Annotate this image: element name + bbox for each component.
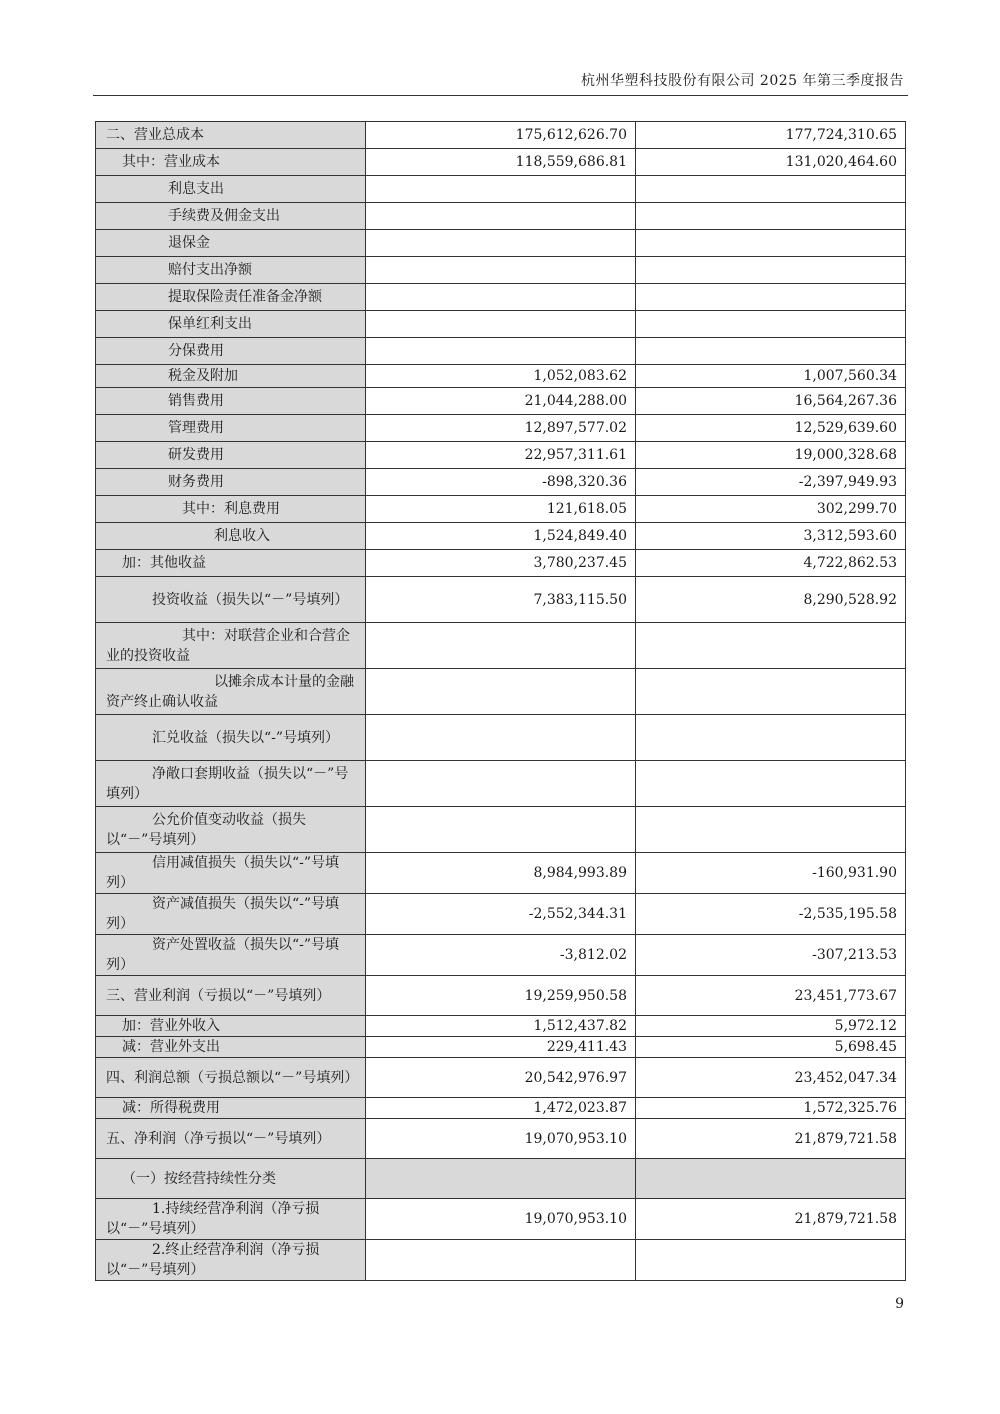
table-row <box>96 149 906 176</box>
table-row <box>96 1199 906 1240</box>
prior-period-value: 23,451,773.67 <box>636 976 906 1016</box>
prior-period-value: -2,535,195.58 <box>636 894 906 935</box>
current-period-value <box>366 669 636 715</box>
prior-period-value <box>636 669 906 715</box>
table-row <box>96 807 906 853</box>
table-row <box>96 853 906 894</box>
table-row <box>96 1016 906 1037</box>
table-row <box>96 550 906 577</box>
current-period-value: 1,512,437.82 <box>366 1016 636 1037</box>
table-row <box>96 469 906 496</box>
row-label: 信用减值损失（损失以“-”号填列） <box>96 853 366 894</box>
row-label: 其中：利息费用 <box>96 496 366 523</box>
prior-period-value: 1,572,325.76 <box>636 1098 906 1119</box>
row-label: 资产处置收益（损失以“-”号填列） <box>96 935 366 976</box>
row-label: 管理费用 <box>96 415 366 442</box>
row-label: 三、营业利润（亏损以“－”号填列） <box>96 976 366 1016</box>
row-label: 净敞口套期收益（损失以“－”号填列） <box>96 761 366 807</box>
table-row <box>96 311 906 338</box>
current-period-value: 175,612,626.70 <box>366 122 636 149</box>
current-period-value: 7,383,115.50 <box>366 577 636 623</box>
table-row <box>96 935 906 976</box>
current-period-value <box>366 715 636 761</box>
prior-period-value <box>636 761 906 807</box>
table-row <box>96 176 906 203</box>
table-row <box>96 1058 906 1098</box>
table-row <box>96 894 906 935</box>
row-label: 分保费用 <box>96 338 366 365</box>
current-period-value: 21,044,288.00 <box>366 388 636 415</box>
table-row <box>96 442 906 469</box>
current-period-value: -898,320.36 <box>366 469 636 496</box>
row-label: 税金及附加 <box>96 365 366 388</box>
current-period-value <box>366 257 636 284</box>
table-row <box>96 122 906 149</box>
table-row <box>96 388 906 415</box>
current-period-value: 118,559,686.81 <box>366 149 636 176</box>
table-row <box>96 415 906 442</box>
current-period-value <box>366 623 636 669</box>
current-period-value <box>366 1159 636 1199</box>
table-row <box>96 577 906 623</box>
income-statement-table <box>95 121 906 1281</box>
prior-period-value: 5,698.45 <box>636 1037 906 1058</box>
row-label: 减：营业外支出 <box>96 1037 366 1058</box>
current-period-value: 121,618.05 <box>366 496 636 523</box>
row-label: 以摊余成本计量的金融资产终止确认收益 <box>96 669 366 715</box>
current-period-value: 19,259,950.58 <box>366 976 636 1016</box>
prior-period-value: 23,452,047.34 <box>636 1058 906 1098</box>
current-period-value: 229,411.43 <box>366 1037 636 1058</box>
prior-period-value: -160,931.90 <box>636 853 906 894</box>
prior-period-value: 4,722,862.53 <box>636 550 906 577</box>
prior-period-value: 8,290,528.92 <box>636 577 906 623</box>
row-label: 利息收入 <box>96 523 366 550</box>
current-period-value: 19,070,953.10 <box>366 1119 636 1159</box>
row-label: 四、利润总额（亏损总额以“－”号填列） <box>96 1058 366 1098</box>
prior-period-value <box>636 311 906 338</box>
row-label: 减：所得税费用 <box>96 1098 366 1119</box>
row-label: 五、净利润（净亏损以“－”号填列） <box>96 1119 366 1159</box>
prior-period-value: 19,000,328.68 <box>636 442 906 469</box>
prior-period-value: 21,879,721.58 <box>636 1199 906 1240</box>
prior-period-value: 21,879,721.58 <box>636 1119 906 1159</box>
table-row <box>96 257 906 284</box>
current-period-value <box>366 284 636 311</box>
row-label: 手续费及佣金支出 <box>96 203 366 230</box>
prior-period-value <box>636 230 906 257</box>
current-period-value: 22,957,311.61 <box>366 442 636 469</box>
header-divider <box>93 95 908 96</box>
prior-period-value <box>636 715 906 761</box>
prior-period-value <box>636 203 906 230</box>
current-period-value <box>366 176 636 203</box>
current-period-value <box>366 311 636 338</box>
table-row <box>96 365 906 388</box>
current-period-value: 20,542,976.97 <box>366 1058 636 1098</box>
current-period-value: 19,070,953.10 <box>366 1199 636 1240</box>
current-period-value: 1,472,023.87 <box>366 1098 636 1119</box>
row-label: 投资收益（损失以“－”号填列） <box>96 577 366 623</box>
prior-period-value <box>636 338 906 365</box>
report-header-title: 杭州华塑科技股份有限公司 2025 年第三季度报告 <box>580 73 904 89</box>
table-row <box>96 1098 906 1119</box>
prior-period-value <box>636 623 906 669</box>
table-row <box>96 623 906 669</box>
row-label: 其中：营业成本 <box>96 149 366 176</box>
row-label: 赔付支出净额 <box>96 257 366 284</box>
current-period-value: 1,052,083.62 <box>366 365 636 388</box>
table-row <box>96 523 906 550</box>
current-period-value: -3,812.02 <box>366 935 636 976</box>
row-label: 保单红利支出 <box>96 311 366 338</box>
current-period-value <box>366 230 636 257</box>
prior-period-value <box>636 257 906 284</box>
current-period-value: 12,897,577.02 <box>366 415 636 442</box>
prior-period-value <box>636 176 906 203</box>
table-row <box>96 1240 906 1281</box>
row-label: 2.终止经营净利润（净亏损以“－”号填列） <box>96 1240 366 1281</box>
row-label: 提取保险责任准备金净额 <box>96 284 366 311</box>
table-row <box>96 1037 906 1058</box>
table-row <box>96 1159 906 1199</box>
table-row <box>96 284 906 311</box>
row-label: 利息支出 <box>96 176 366 203</box>
prior-period-value: 131,020,464.60 <box>636 149 906 176</box>
prior-period-value: -307,213.53 <box>636 935 906 976</box>
prior-period-value <box>636 1240 906 1281</box>
current-period-value: 8,984,993.89 <box>366 853 636 894</box>
table-row <box>96 338 906 365</box>
prior-period-value: 302,299.70 <box>636 496 906 523</box>
current-period-value: 3,780,237.45 <box>366 550 636 577</box>
current-period-value: 1,524,849.40 <box>366 523 636 550</box>
table-row <box>96 496 906 523</box>
table-row <box>96 230 906 257</box>
current-period-value: -2,552,344.31 <box>366 894 636 935</box>
prior-period-value <box>636 807 906 853</box>
prior-period-value: 12,529,639.60 <box>636 415 906 442</box>
current-period-value <box>366 1240 636 1281</box>
prior-period-value <box>636 284 906 311</box>
current-period-value <box>366 203 636 230</box>
row-label: 加：营业外收入 <box>96 1016 366 1037</box>
table-row <box>96 761 906 807</box>
table-row <box>96 976 906 1016</box>
row-label: 二、营业总成本 <box>96 122 366 149</box>
prior-period-value: 16,564,267.36 <box>636 388 906 415</box>
row-label: 退保金 <box>96 230 366 257</box>
row-label: 汇兑收益（损失以“-”号填列） <box>96 715 366 761</box>
row-label: （一）按经营持续性分类 <box>96 1159 366 1199</box>
table-row <box>96 203 906 230</box>
row-label: 财务费用 <box>96 469 366 496</box>
row-label: 其中：对联营企业和合营企业的投资收益 <box>96 623 366 669</box>
current-period-value <box>366 761 636 807</box>
prior-period-value <box>636 1159 906 1199</box>
row-label: 研发费用 <box>96 442 366 469</box>
row-label: 加：其他收益 <box>96 550 366 577</box>
current-period-value <box>366 338 636 365</box>
prior-period-value: 1,007,560.34 <box>636 365 906 388</box>
prior-period-value: 3,312,593.60 <box>636 523 906 550</box>
table-row <box>96 1119 906 1159</box>
row-label: 资产减值损失（损失以“-”号填列） <box>96 894 366 935</box>
table-row <box>96 669 906 715</box>
prior-period-value: 5,972.12 <box>636 1016 906 1037</box>
row-label: 1.持续经营净利润（净亏损以“－”号填列） <box>96 1199 366 1240</box>
page-number: 9 <box>895 1296 904 1312</box>
row-label: 销售费用 <box>96 388 366 415</box>
row-label: 公允价值变动收益（损失以“－”号填列） <box>96 807 366 853</box>
prior-period-value: 177,724,310.65 <box>636 122 906 149</box>
prior-period-value: -2,397,949.93 <box>636 469 906 496</box>
current-period-value <box>366 807 636 853</box>
table-row <box>96 715 906 761</box>
